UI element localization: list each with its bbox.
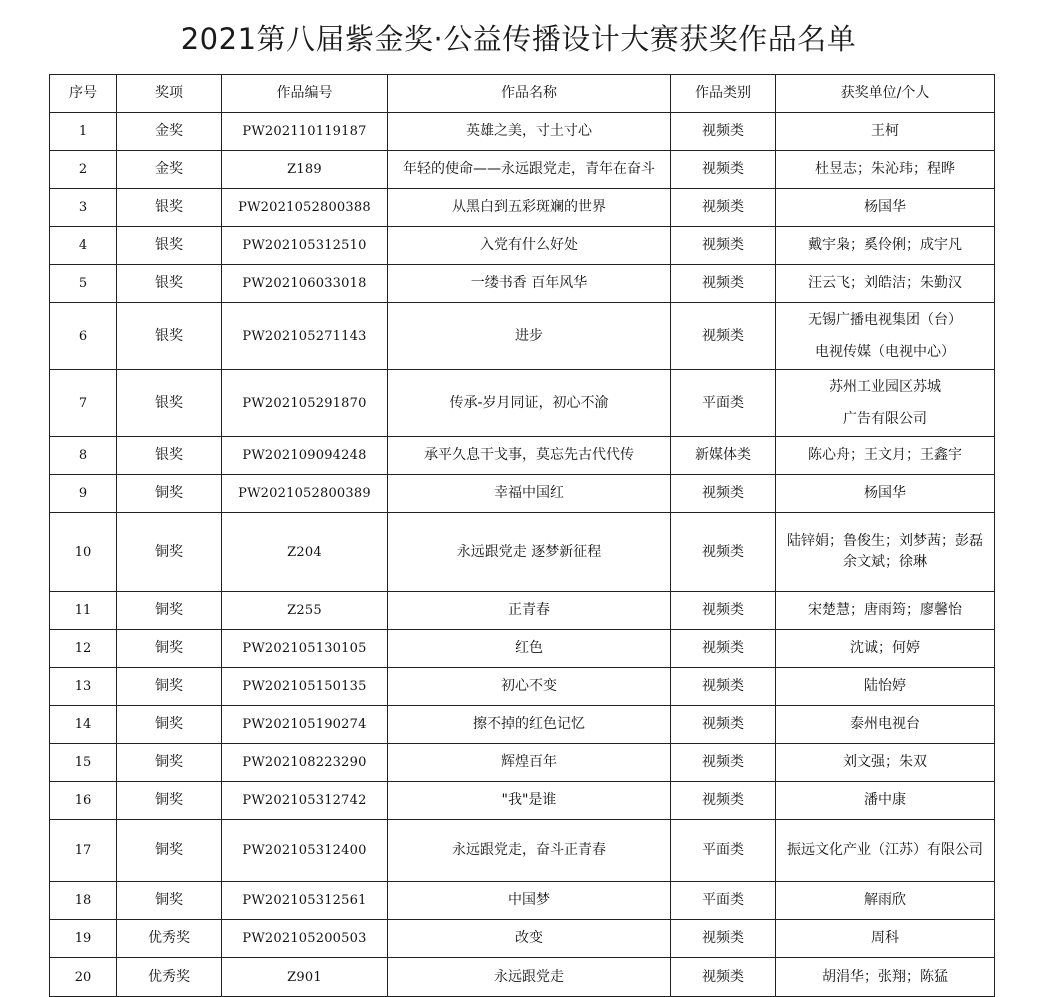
winner-cell [776, 706, 995, 744]
winner-line: 王柯 [871, 123, 899, 139]
winner-line: 无锡广播电视集团（台） [808, 311, 962, 328]
work-name-cell: 正青春 [388, 592, 671, 630]
work-name-cell: 幸福中国红 [388, 475, 671, 513]
winner-line: 刘文强；朱双 [843, 754, 927, 770]
row-number-cell: 17 [50, 820, 117, 882]
table-row [50, 882, 995, 920]
category-cell: 视频类 [671, 513, 776, 592]
category-cell: 视频类 [671, 227, 776, 265]
winner-cell [776, 668, 995, 706]
award-cell: 铜奖 [117, 475, 222, 513]
work-code-cell: PW202108223290 [222, 744, 388, 782]
award-cell: 铜奖 [117, 744, 222, 782]
work-name-cell: 从黑白到五彩斑斓的世界 [388, 189, 671, 227]
table-header-row [50, 75, 995, 113]
work-name-cell: 永远跟党走 逐梦新征程 [388, 513, 671, 592]
row-number-cell: 18 [50, 882, 117, 920]
category-cell: 视频类 [671, 744, 776, 782]
table-row [50, 706, 995, 744]
winner-cell [776, 882, 995, 920]
work-code-cell: PW202105312400 [222, 820, 388, 882]
category-cell: 视频类 [671, 113, 776, 151]
work-code-cell: PW202105190274 [222, 706, 388, 744]
table-row [50, 920, 995, 958]
work-code-cell: Z901 [222, 958, 388, 997]
award-cell: 铜奖 [117, 630, 222, 668]
work-name-cell: 红色 [388, 630, 671, 668]
winner-line: 电视传媒（电视中心） [815, 343, 955, 360]
category-cell: 平面类 [671, 370, 776, 437]
table-row [50, 227, 995, 265]
awards-table [49, 74, 995, 997]
award-cell: 银奖 [117, 265, 222, 303]
table-row [50, 630, 995, 668]
winner-line: 陆怡婷 [864, 678, 906, 694]
winner-line: 汪云飞；刘皓洁；朱勤汉 [808, 275, 962, 291]
row-number-cell: 15 [50, 744, 117, 782]
award-cell: 铜奖 [117, 706, 222, 744]
work-name-cell: 辉煌百年 [388, 744, 671, 782]
work-name-cell: 初心不变 [388, 668, 671, 706]
winner-line: 余文斌；徐琳 [843, 554, 927, 570]
table-row [50, 151, 995, 189]
winner-line: 戴宇枭；奚伶俐；成宇凡 [808, 237, 962, 253]
table-row [50, 668, 995, 706]
winner-cell [776, 820, 995, 882]
winner-line: 沈诚；何婷 [850, 640, 920, 656]
column-header: 作品类别 [671, 75, 776, 113]
category-cell: 平面类 [671, 882, 776, 920]
work-name-cell: 传承-岁月同证，初心不渝 [388, 370, 671, 437]
row-number-cell: 6 [50, 303, 117, 370]
row-number-cell: 1 [50, 113, 117, 151]
table-row [50, 437, 995, 475]
work-name-cell: 改变 [388, 920, 671, 958]
work-name-cell: 英雄之美，寸土寸心 [388, 113, 671, 151]
table-row [50, 113, 995, 151]
award-cell: 银奖 [117, 189, 222, 227]
work-code-cell: Z189 [222, 151, 388, 189]
work-code-cell: PW2021052800388 [222, 189, 388, 227]
row-number-cell: 12 [50, 630, 117, 668]
winner-line: 振远文化产业（江苏）有限公司 [787, 842, 983, 858]
award-cell: 银奖 [117, 437, 222, 475]
work-name-cell: "我"是谁 [388, 782, 671, 820]
winner-cell [776, 782, 995, 820]
row-number-cell: 13 [50, 668, 117, 706]
row-number-cell: 11 [50, 592, 117, 630]
table-row [50, 592, 995, 630]
award-cell: 铜奖 [117, 820, 222, 882]
table-row [50, 513, 995, 592]
category-cell: 视频类 [671, 592, 776, 630]
work-name-cell: 永远跟党走，奋斗正青春 [388, 820, 671, 882]
work-code-cell: Z204 [222, 513, 388, 592]
row-number-cell: 19 [50, 920, 117, 958]
column-header: 作品名称 [388, 75, 671, 113]
category-cell: 视频类 [671, 189, 776, 227]
award-cell: 铜奖 [117, 882, 222, 920]
work-name-cell: 承平久息干戈事，莫忘先古代代传 [388, 437, 671, 475]
table-row [50, 820, 995, 882]
winner-line: 泰州电视台 [850, 716, 920, 732]
work-code-cell: PW202105200503 [222, 920, 388, 958]
winner-cell [776, 513, 995, 592]
award-cell: 银奖 [117, 227, 222, 265]
table-row [50, 744, 995, 782]
category-cell: 视频类 [671, 630, 776, 668]
work-code-cell: PW202105271143 [222, 303, 388, 370]
winner-cell [776, 303, 995, 370]
column-header: 奖项 [117, 75, 222, 113]
winner-line: 杨国华 [864, 485, 906, 501]
work-code-cell: PW2021052800389 [222, 475, 388, 513]
category-cell: 视频类 [671, 475, 776, 513]
category-cell: 新媒体类 [671, 437, 776, 475]
winner-cell [776, 920, 995, 958]
category-cell: 视频类 [671, 668, 776, 706]
award-cell: 优秀奖 [117, 958, 222, 997]
column-header: 获奖单位/个人 [776, 75, 995, 113]
winner-cell [776, 370, 995, 437]
winner-line: 宋楚慧；唐雨筠；廖馨怡 [808, 602, 962, 618]
award-cell: 银奖 [117, 303, 222, 370]
row-number-cell: 2 [50, 151, 117, 189]
winner-line: 胡涓华；张翔；陈猛 [822, 968, 948, 985]
work-code-cell: PW202109094248 [222, 437, 388, 475]
award-cell: 优秀奖 [117, 920, 222, 958]
row-number-cell: 4 [50, 227, 117, 265]
winner-line: 苏州工业园区苏城 [829, 378, 941, 395]
winner-cell [776, 744, 995, 782]
work-name-cell: 一缕书香 百年风华 [388, 265, 671, 303]
work-name-cell: 年轻的使命——永远跟党走，青年在奋斗 [388, 151, 671, 189]
table-row [50, 370, 995, 437]
row-number-cell: 10 [50, 513, 117, 592]
winner-cell [776, 475, 995, 513]
row-number-cell: 5 [50, 265, 117, 303]
winner-line: 解雨欣 [864, 892, 906, 908]
work-code-cell: PW202105291870 [222, 370, 388, 437]
winner-line: 广告有限公司 [843, 410, 927, 427]
category-cell: 视频类 [671, 958, 776, 997]
row-number-cell: 7 [50, 370, 117, 437]
row-number-cell: 14 [50, 706, 117, 744]
table-row [50, 303, 995, 370]
work-code-cell: PW202105130105 [222, 630, 388, 668]
category-cell: 平面类 [671, 820, 776, 882]
row-number-cell: 16 [50, 782, 117, 820]
work-code-cell: Z255 [222, 592, 388, 630]
page-title: 2021第八届紫金奖·公益传播设计大赛获奖作品名单 [180, 22, 857, 56]
winner-cell [776, 189, 995, 227]
work-code-cell: PW202106033018 [222, 265, 388, 303]
row-number-cell: 20 [50, 958, 117, 997]
award-cell: 铜奖 [117, 668, 222, 706]
winner-line: 陆锌娟；鲁俊生；刘梦茜；彭磊 [787, 533, 983, 549]
winner-line: 陈心舟；王文月；王鑫宇 [808, 447, 962, 463]
award-cell: 铜奖 [117, 592, 222, 630]
work-code-cell: PW202105312510 [222, 227, 388, 265]
winner-cell [776, 630, 995, 668]
category-cell: 视频类 [671, 706, 776, 744]
winner-cell [776, 227, 995, 265]
work-code-cell: PW202105150135 [222, 668, 388, 706]
winner-line: 周科 [871, 930, 899, 946]
category-cell: 视频类 [671, 265, 776, 303]
work-code-cell: PW202110119187 [222, 113, 388, 151]
winner-cell [776, 592, 995, 630]
row-number-cell: 8 [50, 437, 117, 475]
award-cell: 银奖 [117, 370, 222, 437]
column-header: 作品编号 [222, 75, 388, 113]
work-name-cell: 中国梦 [388, 882, 671, 920]
award-cell: 金奖 [117, 151, 222, 189]
work-code-cell: PW202105312742 [222, 782, 388, 820]
table-row [50, 782, 995, 820]
row-number-cell: 9 [50, 475, 117, 513]
table-row [50, 475, 995, 513]
work-name-cell: 永远跟党走 [388, 958, 671, 997]
column-header: 序号 [50, 75, 117, 113]
row-number-cell: 3 [50, 189, 117, 227]
award-cell: 铜奖 [117, 513, 222, 592]
winner-cell [776, 265, 995, 303]
winner-cell [776, 113, 995, 151]
winner-cell [776, 437, 995, 475]
category-cell: 视频类 [671, 782, 776, 820]
winner-line: 杜昱志；朱沁玮；程晔 [815, 161, 955, 177]
work-name-cell: 入党有什么好处 [388, 227, 671, 265]
work-name-cell: 擦不掉的红色记忆 [388, 706, 671, 744]
winner-line: 杨国华 [864, 199, 906, 215]
winner-cell [776, 151, 995, 189]
table-row [50, 189, 995, 227]
work-name-cell: 进步 [388, 303, 671, 370]
work-code-cell: PW202105312561 [222, 882, 388, 920]
award-cell: 铜奖 [117, 782, 222, 820]
winner-line: 潘中康 [864, 792, 906, 808]
category-cell: 视频类 [671, 920, 776, 958]
table-row [50, 265, 995, 303]
table-row [50, 958, 995, 997]
winner-cell [776, 958, 995, 997]
category-cell: 视频类 [671, 303, 776, 370]
category-cell: 视频类 [671, 151, 776, 189]
award-cell: 金奖 [117, 113, 222, 151]
